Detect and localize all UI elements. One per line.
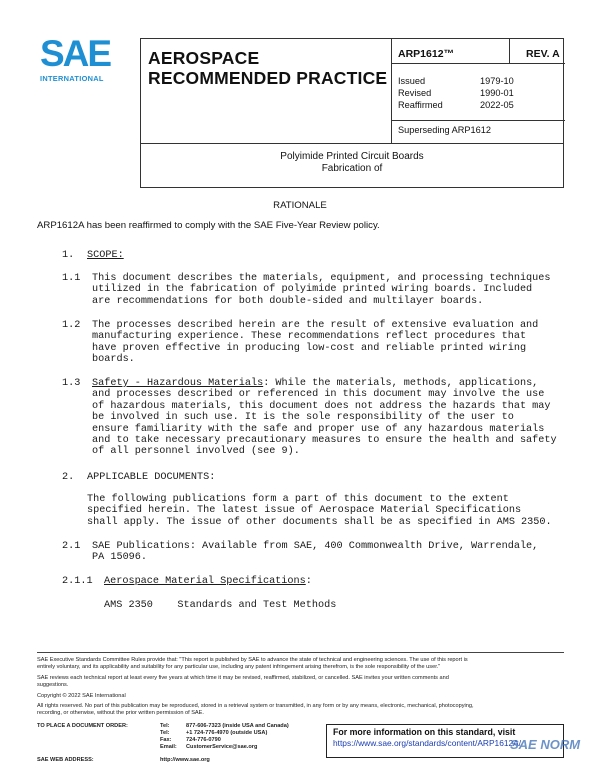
text-line: This document describes the materials, equipment, and processing techniques [92,273,551,284]
section-2-1-1-title: Aerospace Material Specifications [104,576,306,587]
section-1-1-text [92,273,551,307]
sae-logo: SAE [40,33,111,74]
contact-values [186,723,289,751]
footer-review-line1: SAE reviews each technical report at least every five years at which time it may be revised, reaffirmed, stabilized, or cancelled. SAE invites your written comments and [37,675,449,681]
text-line: The following publications form a part of this document to the extent [87,494,509,505]
fax-value: 724-776-0790 [186,737,221,743]
footer-review-line2: suggestions. [37,682,69,688]
footer-rules-line2: entirely voluntary, and its applicability and suitability for any particular use, including any patent infringement arising therefrom, is the sole responsibility of the user." [37,664,441,670]
section-2-1-number: 2.1 [62,541,81,552]
contact-labels [160,723,177,751]
footer-review [37,675,564,689]
document-type [148,48,387,88]
footer-rights-line2: recording, or otherwise, without the prior written permission of SAE. [37,710,204,716]
section-1-3-number: 1.3 [62,378,81,389]
text-line: of all personnel involved (see 9). [92,446,300,458]
text-line: of hazardous materials, this document does not address the hazards that may [92,400,551,412]
section-1-1-number: 1.1 [62,273,81,284]
footer-rights-line1: All rights reserved. No part of this publication may be reproduced, stored in a retrieval system or transmitted, in any form or by any means, electronic, mechanical, photocopying, [37,703,474,709]
reaffirmed-date: 2022-05 [480,100,514,110]
section-2-1-text [92,541,538,564]
document-number: ARP1612™ [398,48,455,60]
text-line: be involved in such use. It is the sole responsibility of the user to [92,412,514,424]
text-line: boards. [92,354,135,366]
issued-label: Issued [398,76,426,86]
text-line: and to take necessary precautionary measures to ensure the health and safety [92,435,557,447]
text-line: PA 15096. [92,552,148,564]
section-2-1-1-number: 2.1.1 [62,576,93,587]
text-line: ensure familiarity with the safe and proper use of any hazardous materials [92,423,545,435]
section-1-number: 1. [62,250,75,261]
text-line: utilized in the fabrication of polyimide printed wiring boards. Included [92,284,533,296]
section-2-1-1-colon: : [305,576,312,587]
more-info-heading: For more information on this standard, visit [333,727,516,737]
web-address-label: SAE WEB ADDRESS: [37,757,94,763]
text-line: The processes described herein are the result of extensive evaluation and [92,320,539,331]
text-line: manufacturing experience. These recommendations reflect procedures that [92,331,527,343]
tel-value: 877-606-7323 (inside USA and Canada) [186,723,289,729]
reaffirmed-label: Reaffirmed [398,100,443,110]
fax-label: Fax: [160,737,172,743]
text-line: have proven effective in producing low-cost and reliable printed wiring [92,342,527,354]
rationale-text: ARP1612A has been reaffirmed to comply with the SAE Five-Year Review policy. [37,220,380,231]
revised-label: Revised [398,88,432,98]
tel2-label: Tel: [160,730,170,736]
section-2-1-1-heading [104,576,312,587]
document-title-line2: Fabrication of [321,163,383,174]
order-label: TO PLACE A DOCUMENT ORDER: [37,723,128,729]
footer-rights [37,703,564,717]
section-1-3-text [92,378,557,458]
issued-date: 1979-10 [480,76,514,86]
footer-rules-line1: SAE Executive Standards Committee Rules provide that: "This report is published by SAE to advance the state of technical and engineering sciences. The use of this report is [37,657,468,663]
sae-logo-subtitle: INTERNATIONAL [40,74,104,83]
text-line: shall apply. The issue of other documents shall be as specified in AMS 2350. [87,516,552,528]
superseding-text: Superseding ARP1612 [398,125,491,135]
section-2-text [87,494,552,528]
text-line: and processes described or referenced in this document may involve the use [92,389,545,401]
footer-divider [37,652,564,653]
email-link[interactable]: CustomerService@sae.org [186,744,258,750]
tel2-value: +1 724-776-4970 (outside USA) [186,730,268,736]
web-address-link[interactable]: http://www.sae.org [160,757,210,763]
doc-type-line1: AEROSPACE [148,48,260,68]
revision-label: REV. A [526,48,560,60]
revised-date: 1990-01 [480,88,514,98]
text-line: are recommendations for both double-sided and multilayer boards. [92,295,484,307]
section-2-title: APPLICABLE DOCUMENTS: [87,472,216,483]
section-1-2-text [92,320,538,366]
section-1-3-first-line: : While the materials, methods, applications, [263,378,539,389]
email-label: Email: [160,744,177,750]
text-line: SAE Publications: Available from SAE, 400 Commonwealth Drive, Warrendale, [92,541,539,552]
section-1-title: SCOPE: [87,250,124,261]
more-info-link[interactable]: https://www.sae.org/standards/content/ARP1612A/ [333,738,522,748]
rationale-heading: RATIONALE [273,200,327,211]
doc-type-line2: RECOMMENDED PRACTICE [148,68,388,88]
section-1-2-number: 1.2 [62,320,81,331]
watermark-logo: SAE NORM [510,737,581,752]
footer-rules [37,657,564,671]
document-title-line1: Polyimide Printed Circuit Boards [280,151,424,162]
footer-copyright: Copyright © 2022 SAE International [37,693,126,699]
section-2-number: 2. [62,472,75,483]
section-1-3-title: Safety - Hazardous Materials [92,378,264,389]
text-line [92,378,557,389]
ams-reference-line: AMS 2350 Standards and Test Methods [104,600,337,611]
tel-label: Tel: [160,723,170,729]
text-line: specified herein. The latest issue of Aerospace Material Specifications [87,505,522,517]
